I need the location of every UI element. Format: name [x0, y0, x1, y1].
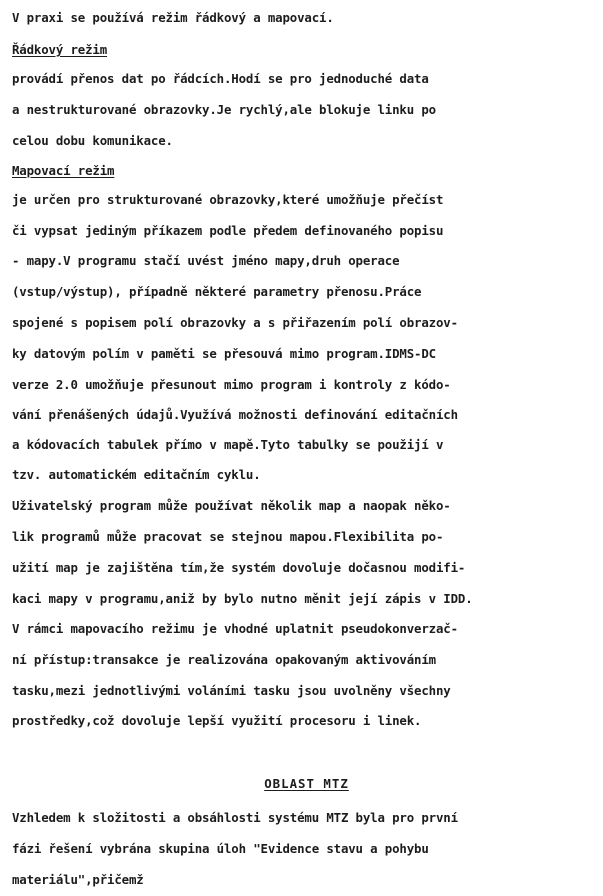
- text-line: provádí přenos dat po řádcích.Hodí se pro jednoduché data: [12, 71, 429, 86]
- text-line: prostředky,což dovoluje lepší využití procesoru i linek.: [12, 713, 422, 728]
- text-line: je určen pro strukturované obrazovky,které umožňuje přečíst: [12, 192, 444, 207]
- text-line: fázi řešení vybrána skupina úloh "Evidence stavu a pohybu: [12, 841, 429, 856]
- text-line: užití map je zajištěna tím,že systém dovoluje dočasnou modifi-: [12, 560, 466, 575]
- text-line: spojené s popisem polí obrazovky a s přiřazením polí obrazov-: [12, 315, 458, 330]
- text-line: verze 2.0 umožňuje přesunout mimo program i kontroly z kódo-: [12, 377, 451, 392]
- text-line: ní přístup:transakce je realizována opakovaným aktivováním: [12, 652, 436, 667]
- row-mode-heading: Řádkový režim: [12, 42, 108, 57]
- text-line: lik programů může pracovat se stejnou mapou.Flexibilita po-: [12, 529, 444, 544]
- text-line: Uživatelský program může používat několik map a naopak něko-: [12, 498, 451, 513]
- text-line: tzv. automatickém editačním cyklu.: [12, 467, 261, 482]
- text-line: (vstup/výstup), případně některé parametry přenosu.Práce: [12, 284, 422, 299]
- text-line: - mapy.V programu stačí uvést jméno mapy,druh operace: [12, 253, 400, 268]
- text-line: a nestrukturované obrazovky.Je rychlý,ale blokuje linku po: [12, 102, 436, 117]
- text-line: V rámci mapovacího režimu je vhodné uplatnit pseudokonverzač-: [12, 621, 458, 636]
- text-line: materiálu",přičemž: [12, 872, 144, 887]
- text-line: či vypsat jediným příkazem podle předem definovaného popisu: [12, 223, 444, 238]
- text-line: vání přenášených údajů.Využívá možnosti definování editačních: [12, 407, 458, 422]
- text-line: tasku,mezi jednotlivými voláními tasku jsou uvolněny všechny: [12, 683, 451, 698]
- text-line: celou dobu komunikace.: [12, 133, 173, 148]
- intro-line: V praxi se používá režim řádkový a mapovací.: [12, 10, 334, 25]
- text-line: ky datovým polím v paměti se přesouvá mimo program.IDMS-DC: [12, 346, 436, 361]
- text-line: Vzhledem k složitosti a obsáhlosti systému MTZ byla pro první: [12, 810, 458, 825]
- text-line: a kódovacích tabulek přímo v mapě.Tyto tabulky se použijí v: [12, 437, 444, 452]
- map-mode-heading: Mapovací režim: [12, 163, 115, 178]
- section-title: OBLAST MTZ: [264, 776, 349, 792]
- text-line: kaci mapy v programu,aniž by bylo nutno měnit její zápis v IDD.: [12, 591, 473, 606]
